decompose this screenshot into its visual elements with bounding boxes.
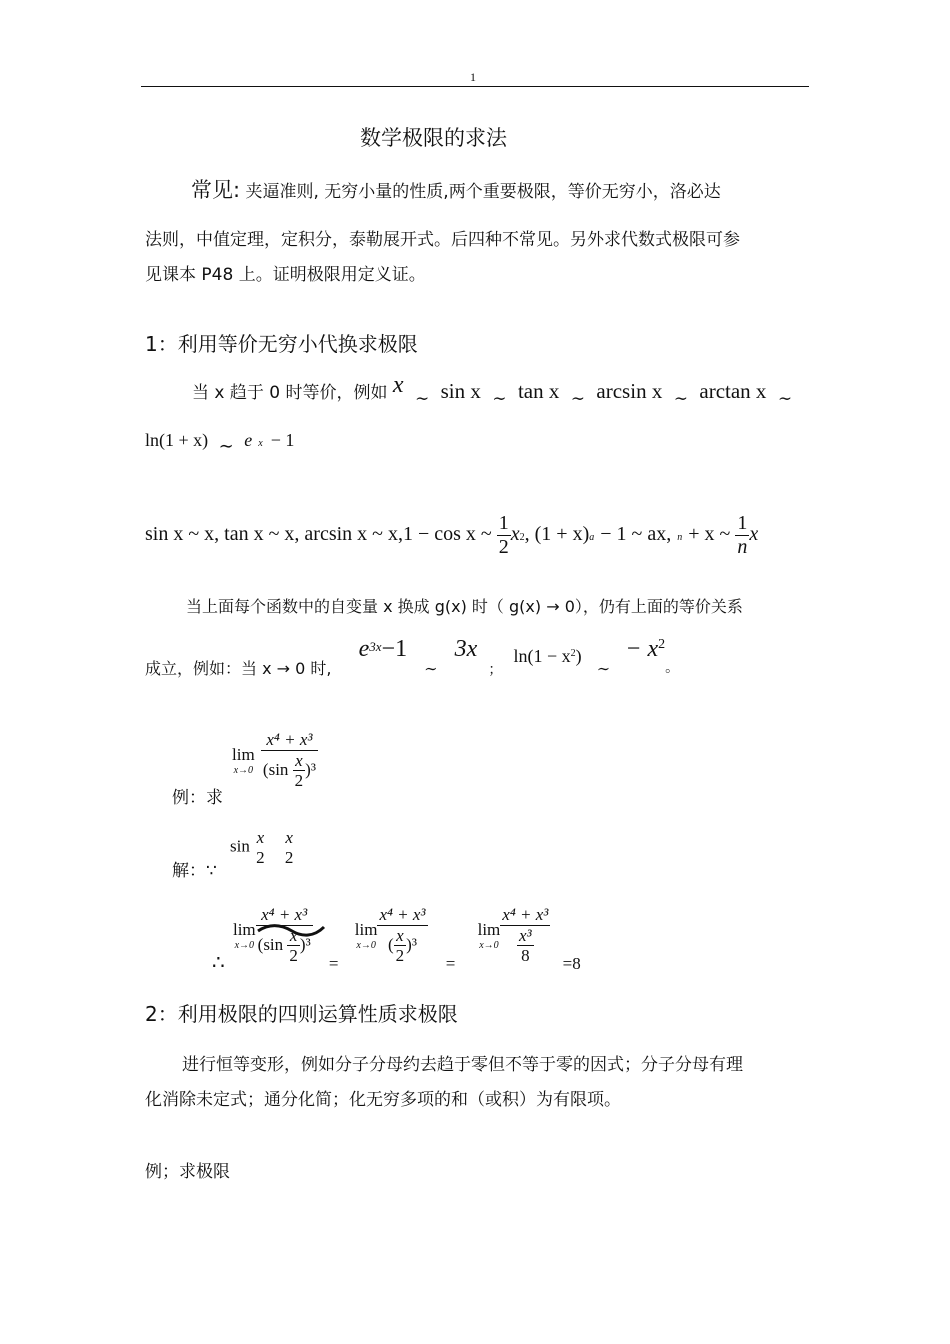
tilde-4: ∼: [673, 389, 688, 408]
page-title: 数学极限的求法: [360, 126, 507, 150]
example-neg-x-sup: 2: [658, 637, 666, 652]
chain-sin: sin x: [440, 379, 481, 403]
example-3x: 3x: [454, 636, 478, 662]
solution-sin: sin: [230, 836, 250, 856]
example-neg-x: − x: [625, 636, 659, 662]
example-e-exponent: 3x: [369, 639, 382, 654]
therefore-symbol: ∴: [212, 952, 225, 975]
formula-part-a: sin x ~ x, tan x ~ x, arcsin x ~ x,1 − cos x ~: [145, 523, 492, 546]
example-end: 。: [665, 660, 680, 676]
section-2-line-2: 化消除未定式；通分化简；化无穷多项的和（或积）为有限项。: [145, 1090, 621, 1110]
solution-chain: ∴ lim x→0 x⁴ + x³ (sin $\frac{x}{2}$ )³ = lim x→0 x⁴ + x³ ( $\frac{x}{2}$ )³ = lim x→0 $\frac{\text{x⁴ + x³}}{\frac{\text{x³}}{8}}$ =8: [212, 905, 581, 975]
half-den: 2: [498, 536, 509, 558]
solution-rhs-fraction: x 2: [284, 828, 294, 867]
example-1-limit: [232, 730, 318, 791]
step-2-fraction: x⁴ + x³ ( $\frac{x}{2}$ )³: [379, 905, 426, 966]
para-1-prefix: 当 x 趋于 0 时等价，例如: [192, 383, 388, 403]
chain-x: x: [392, 372, 404, 398]
example-1-label: 例：求: [172, 788, 223, 808]
minus-one: − 1: [270, 430, 295, 450]
tilde-7: ∼: [424, 661, 438, 678]
formula-part-c: , (1 + x): [524, 523, 590, 546]
section-1-para-1-line-2: [145, 430, 294, 457]
section-2-heading: 2：利用极限的四则运算性质求极限: [145, 1002, 458, 1026]
example-separator: ；: [488, 662, 503, 678]
example-ln: ln(1 − x: [513, 646, 571, 666]
section-1-heading: 1：利用等价无穷小代换求极限: [145, 332, 418, 356]
chain-tan: tan x: [517, 379, 560, 403]
section-2-example-label: 例；求极限: [145, 1162, 230, 1182]
solution-lhs-fraction: x 2: [256, 828, 265, 867]
para-2-prefix: 成立，例如：当 x → 0 时,: [145, 659, 332, 678]
example-ln-sup: 2: [570, 648, 576, 659]
intro-lead: 常见:: [191, 178, 241, 202]
final-result: =8: [562, 954, 581, 974]
eq-1: =: [328, 954, 339, 974]
tilde-2: ∼: [492, 389, 507, 408]
n-fraction: [735, 512, 749, 559]
header-rule: [141, 86, 809, 87]
section-1-para-2-line-2: [145, 636, 679, 679]
intro-line-3: 见课本 P48 上。证明极限用定义证。: [145, 265, 426, 285]
section-1-para-1: [192, 372, 798, 409]
page-number: 1: [470, 70, 476, 84]
tilde-8: ∼: [596, 661, 611, 678]
formula-part-e: + x ~: [688, 523, 731, 546]
solution-label: 解：∵: [172, 861, 217, 881]
tilde-6: ∼: [218, 436, 234, 456]
example-e: e: [358, 636, 370, 662]
formula-part-f: x: [749, 523, 759, 546]
step-3-fraction: $\frac{\text{x⁴ + x³}}{\frac{\text{x³}}{8}}$: [502, 905, 549, 966]
example-ln-close: ): [575, 646, 582, 666]
equivalence-formula: [145, 512, 758, 559]
formula-part-b-sup: 2: [519, 532, 525, 544]
formula-part-c-sup: a: [589, 532, 595, 544]
intro-line-2: 法则，中值定理，定积分，泰勒展开式。后四种不常见。另外求代数式极限可参: [145, 230, 740, 250]
ln-term: ln(1 + x): [145, 430, 209, 450]
e-term: e: [244, 430, 253, 450]
example-e-rest: −1: [381, 636, 408, 662]
tilde-3: ∼: [570, 389, 586, 408]
e-exponent: x: [258, 438, 263, 449]
tilde-1: ∼: [414, 389, 430, 408]
wavy-underline-mark: [256, 923, 326, 937]
lim-word: lim: [232, 744, 255, 764]
n-num: 1: [737, 512, 748, 534]
example-1-fraction: [261, 730, 318, 791]
half-fraction: [497, 512, 511, 559]
intro-line-1: [191, 174, 721, 204]
tilde-5: ∼: [777, 389, 793, 408]
section-2-line-1: 进行恒等变形，例如分子分母约去趋于零但不等于零的因式；分子分母有理: [182, 1055, 743, 1075]
n-den: n: [737, 536, 748, 558]
lim-subscript: x→0: [233, 764, 254, 776]
chain-arctan: arctan x: [699, 379, 767, 403]
solution-equivalence: [230, 828, 295, 867]
intro-text-1: 夹逼准则, 无穷小量的性质,两个重要极限，等价无穷小，洛必达: [245, 182, 721, 202]
formula-part-d-sup: n: [677, 532, 683, 544]
formula-part-d: − 1 ~ ax,: [600, 523, 672, 546]
chain-arcsin: arcsin x: [596, 379, 663, 403]
step-1-fraction: x⁴ + x³ (sin $\frac{x}{2}$ )³: [256, 905, 313, 966]
eq-2: =: [445, 954, 456, 974]
example-1-numerator: x⁴ + x³: [261, 730, 318, 751]
section-1-para-2-line-1: 当上面每个函数中的自变量 x 换成 g(x) 时（ g(x) → 0），仍有上面的等价关系: [186, 597, 743, 616]
half-num: 1: [498, 512, 509, 534]
example-1-denominator: (sin $\frac{x}{2}$ )³: [262, 750, 316, 791]
formula-part-b: x: [510, 523, 520, 546]
